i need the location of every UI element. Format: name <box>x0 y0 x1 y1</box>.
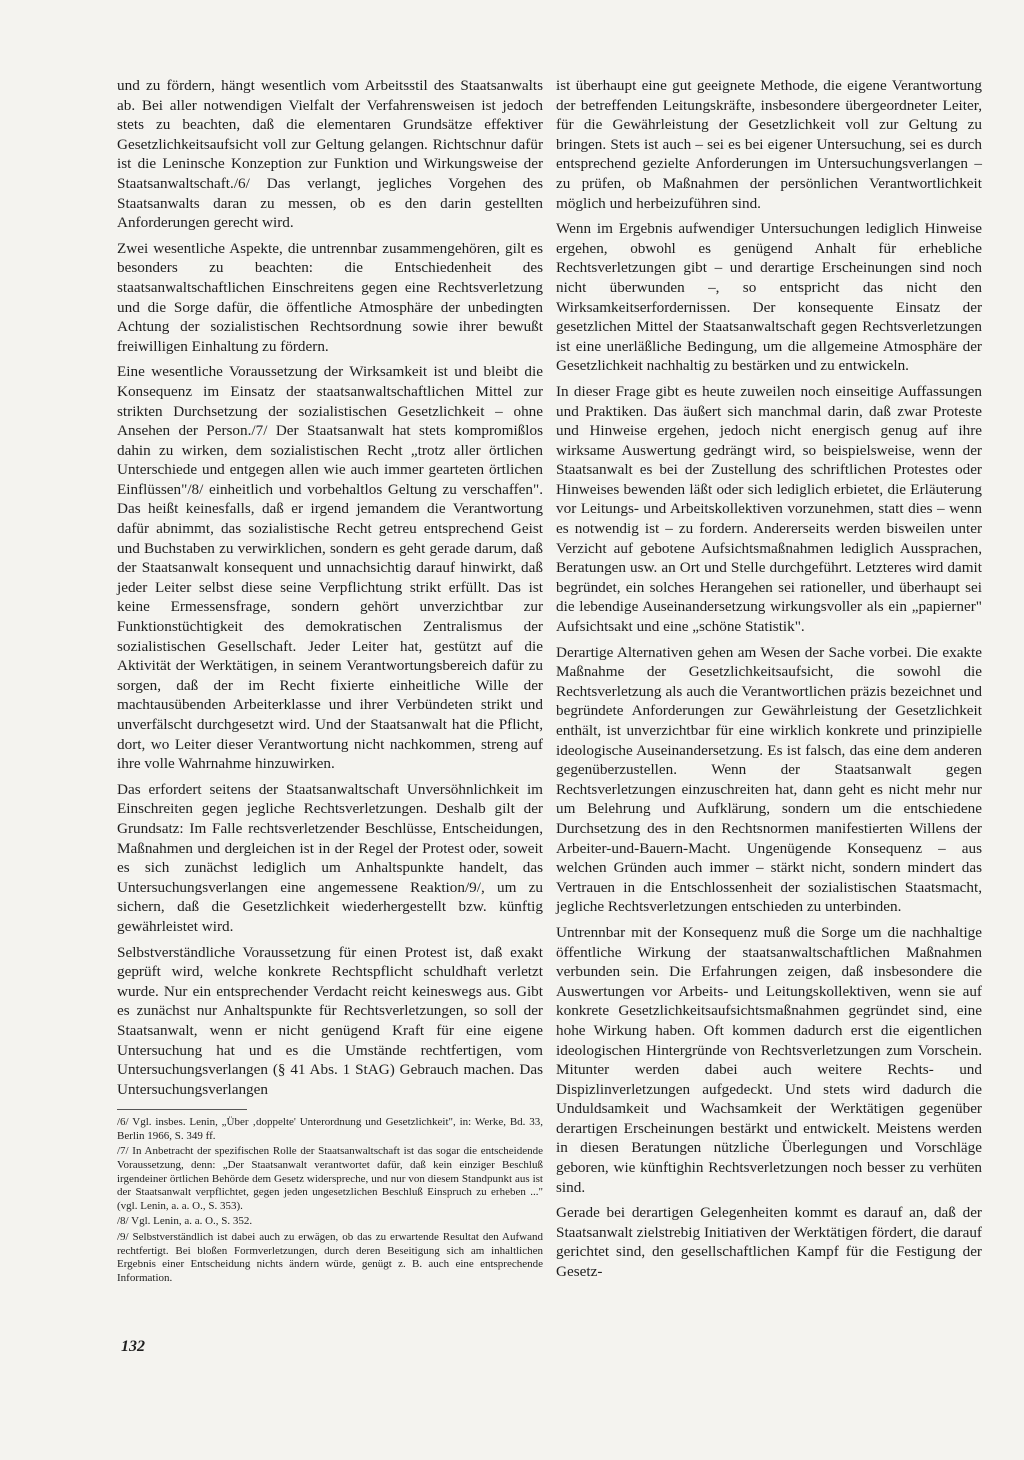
footnote: /8/ Vgl. Lenin, a. a. O., S. 352. <box>117 1215 253 1228</box>
left-column <box>117 76 543 1287</box>
footnote: /6/ Vgl. insbes. Lenin, „Über ‚doppelte' Unterordnung und Gesetzlichkeit", in: Werke, Bd. 33, Berlin 1966, S. 349 ff. <box>117 1116 543 1142</box>
body-paragraph: Derartige Alternativen gehen am Wesen der Sache vorbei. Die exakte Maßnahme der Gesetzlichkeitsaufsicht, die sowohl die Rechtsverletzung als auch die Verantwortlichen präzis bezeichnet und begründete Anforderungen zur Gewährleistung der Gesetzlichkeit enthält, ist unverzichtbar für eine wirklich konkrete und prinzipielle ideologische Auseinandersetzung. Es ist falsch, das eine dem anderen gegenüberzustellen. Wenn der Staatsanwalt gegen Rechtsverletzungen einzuschreiten hat, dann geht es nicht mehr nur um Belehrung und Aufklärung, sondern um die entschiedene Durchsetzung des in den Rechtsnormen manifestierten Willens der Arbeiter-und-Bauern-Macht. Ungenügende Konsequenz – aus welchen Gründen auch immer – stärkt nicht, sondern mindert das Vertrauen in die Entschlossenheit der sozialistischen Staatsmacht, jegliche Rechtsverletzungen entschieden zu unterbinden. <box>556 643 982 916</box>
body-paragraph: Untrennbar mit der Konsequenz muß die Sorge um die nachhaltige öffentliche Wirkung der staatsanwaltschaftlichen Maßnahmen verbunden sein. Die Erfahrungen zeigen, daß insbesondere die Auswertungen vor Arbeits- und Leitungskollektiven, wenn sie auf konkrete Gesetzlichkeitsaufsichtsmaßnahmen gegründet sind, eine hohe Wirkung haben. Oft kommen dadurch erst die eigentlichen ideologischen Hintergründe von Rechtsverletzungen zum Vorschein. Mitunter werden dabei auch weitere Rechts- und Dispizlinverletzungen aufgedeckt. Und stets wird dadurch die Unduldsamkeit und Wachsamkeit der Werktätigen gegenüber derartigen Erscheinungen bestärkt und entwickelt. Meistens werden in diesen Beratungen nützliche Überlegungen und Vorschläge geboren, wie künftighin Rechtsverletzungen noch besser zu verhüten sind. <box>556 923 982 1196</box>
body-paragraph: Wenn im Ergebnis aufwendiger Untersuchungen lediglich Hinweise ergehen, obwohl es genügend Anhalt für erhebliche Rechtsverletzungen gibt – und derartige Erscheinungen sind noch nicht überwunden –, so entspricht das nicht den Wirksamkeitserfordernissen. Der konsequente Einsatz der gesetzlichen Mittel der Staatsanwaltschaft gegen Rechtsverletzungen ist eine unerläßliche Bedingung, um die allgemeine Atmosphäre der Gesetzlichkeit nachhaltig zu bestärken und zu entwickeln. <box>556 220 982 375</box>
body-paragraph: Gerade bei derartigen Gelegenheiten kommt es darauf an, daß der Staatsanwalt zielstrebig Initiativen der Werktätigen fördert, die darauf gerichtet sind, den gesellschaftlichen Kampf für die Festigung der Gesetz- <box>556 1204 982 1281</box>
body-paragraph: Das erfordert seitens der Staatsanwaltschaft Unversöhnlichkeit im Einschreiten gegen jegliche Rechtsverletzungen. Deshalb gilt der Grundsatz: Im Falle rechtsverletzender Beschlüsse, Entscheidungen, Maßnahmen und dergleichen ist in der Regel der Protest oder, soweit es sich zunächst lediglich um Anhaltspunkte handelt, das Untersuchungsverlangen eine angemessene Reaktion/9/, um zu sichern, daß die Gesetzlichkeit wiederhergestellt bzw. künftig gewährleistet wird. <box>117 780 543 935</box>
footnote: /9/ Selbstverständlich ist dabei auch zu erwägen, ob das zu erwartende Resultat den Aufwand rechtfertigt. Bei bloßen Formverletzungen, durch deren Beseitigung sich am inhaltlichen Ergebnis einer Entscheidung nichts ändern würde, genügt z. B. auch eine entsprechende Information. <box>117 1231 543 1284</box>
body-paragraph: und zu fördern, hängt wesentlich vom Arbeitsstil des Staatsanwalts ab. Bei aller notwendigen Vielfalt der Verfahrensweisen ist jedoch stets zu beachten, daß die elementaren Grundsätze effektiver Gesetzlichkeitsaufsicht voll zur Geltung gelangen. Richtschnur dafür ist die Leninsche Konzeption zur Funktion und Wirkungsweise der Staatsanwaltschaft./6/ Das verlangt, jegliches Vorgehen des Staatsanwalts daran zu messen, ob es den darin gestellten Anforderungen gerecht wird. <box>117 77 543 232</box>
page-number: 132 <box>121 1338 145 1355</box>
footnotes <box>117 1116 543 1285</box>
body-paragraph: Selbstverständliche Voraussetzung für einen Protest ist, daß exakt geprüft wird, welche konkrete Rechtspflicht schuldhaft verletzt wurde. Nur ein entsprechender Verdacht reicht keineswegs aus. Gibt es zunächst nur Anhaltspunkte für Rechtsverletzungen, so soll der Staatsanwalt, wenn er nicht genügend Kraft für eine eigene Untersuchung hat und es die Umstände rechtfertigen, vom Untersuchungsverlangen (§ 41 Abs. 1 StAG) Gebrauch machen. Das Untersuchungsverlangen <box>117 943 543 1098</box>
body-paragraph: In dieser Frage gibt es heute zuweilen noch einseitige Auffassungen und Praktiken. Das äußert sich manchmal darin, daß zwar Proteste und Hinweise ergehen, jedoch nicht energisch genug auf ihre wirksame Auswertung gedrängt wird, so beispielsweise, wenn der Staatsanwalt es bei der Zustellung des schriftlichen Protestes oder Hinweises bewenden läßt oder sich lediglich erbietet, die Erläuterung vor Leitungs- und Arbeitskollektiven vorzunehmen, statt dies – wenn es notwendig ist – zu fordern. Andererseits werden bisweilen unter Verzicht auf gebotene Aufsichtsmaßnahmen lediglich Aussprachen, Beratungen usw. an Ort und Stelle durchgeführt. Letzteres wird damit begründet, ein solches Herangehen sei rationeller, und überhaupt sei die lebendige Auseinandersetzung wirkungsvoller als ein „papierner" Aufsichtsakt und eine „schöne Statistik". <box>556 382 982 636</box>
right-column <box>556 76 982 1288</box>
body-paragraph: ist überhaupt eine gut geeignete Methode, die eigene Verantwortung der betreffenden Leitungskräfte, insbesondere übergeordneter Leiter, für die Gewährleistung der Gesetzlichkeit voll zur Geltung zu bringen. Stets ist auch – sei es bei eigener Untersuchung, sei es durch entsprechend gezielte Anforderungen im Untersuchungsverlangen – zu prüfen, ob Maßnahmen der persönlichen Verantwortlichkeit möglich und herbeizuführen sind. <box>556 77 982 212</box>
body-paragraph: Zwei wesentliche Aspekte, die untrennbar zusammengehören, gilt es besonders zu beachten: die Entschiedenheit des staatsanwaltschaftlichen Einschreitens gegen eine Rechtsverletzung und die Sorge dafür, die öffentliche Atmosphäre der unbedingten Achtung der sozialistischen Rechtsordnung sowie ihrer bewußt freiwilligen Einhaltung zu fördern. <box>117 239 543 355</box>
footnote-divider <box>117 1109 247 1110</box>
footnote: /7/ In Anbetracht der spezifischen Rolle der Staatsanwaltschaft ist das sogar die entscheidende Voraussetzung, denn: „Der Staatsanwalt verantwortet dafür, daß kein einziger Beschluß irgendeiner örtlichen Behörde dem Gesetz widerspreche, und nur von diesem Standpunkt aus ist der Staatsanwalt verpflichtet, gegen jeden ungesetzlichen Beschluß Einspruch zu erheben ..." (vgl. Lenin, a. a. O., S. 353). <box>117 1145 543 1212</box>
body-paragraph: Eine wesentliche Voraussetzung der Wirksamkeit ist und bleibt die Konsequenz im Einsatz der staatsanwaltschaftlichen Mittel zur strikten Durchsetzung der sozialistischen Gesetzlichkeit – ohne Ansehen der Person./7/ Der Staatsanwalt hat stets kompromißlos dahin zu wirken, dem sozialistischen Recht „trotz aller örtlichen Unterschiede und entgegen allen wie auch immer gearteten örtlichen Einflüssen"/8/ einheitlich und vorbehaltlos Geltung zu verschaffen". Das heißt keinesfalls, daß er irgend jemandem die Verantwortung dafür abnimmt, das sozialistische Recht getreu entsprechend Geist und Buchstaben zu verwirklichen, sondern es geht gerade darum, daß der Staatsanwalt konsequent und unnachsichtig darauf hinwirkt, daß jeder Leiter selbst diese seine Verpflichtung strikt erfüllt. Das ist keine Ermessensfrage, sondern gehört unverzichtbar zur Funktionstüchtigkeit des demokratischen Zentralismus der sozialistischen Gesellschaft. Jeder Leiter hat, gestützt auf die Aktivität der Werktätigen, in seinem Verantwortungsbereich dafür zu sorgen, daß der im Recht fixierte einheitliche Wille der machtausübenden Arbeiterklasse und ihrer Verbündeten strikt und unverfälscht durchgesetzt wird. Und der Staatsanwalt hat die Pflicht, dort, wo Leiter dieser Verantwortung nicht nachkommen, streng auf ihre volle Wahrnahme hinzuwirken. <box>117 363 543 773</box>
